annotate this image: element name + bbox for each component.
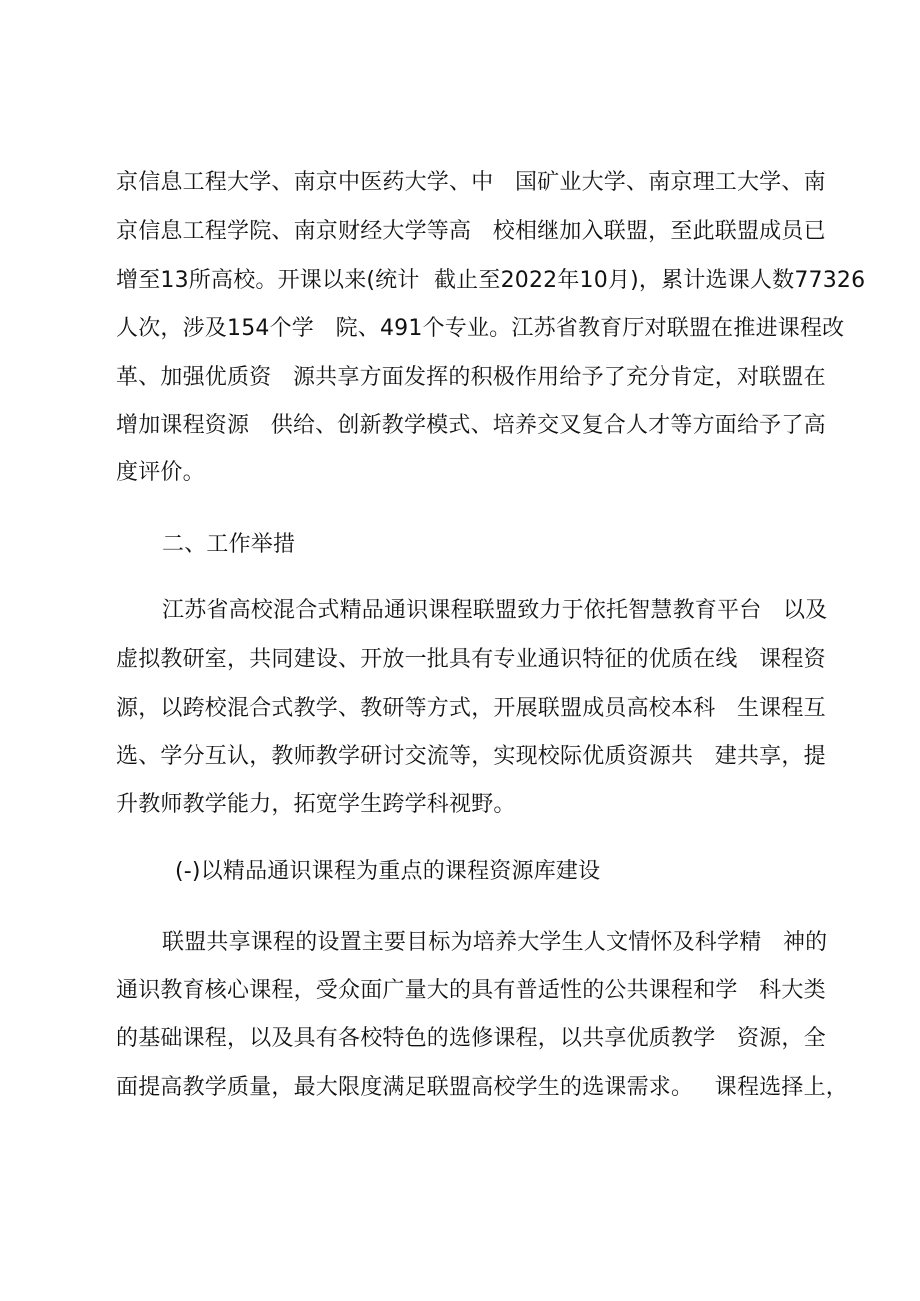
paragraph-line: 面提高教学质量，最大限度满足联盟高校学生的选课需求。 课程选择上， [116, 1075, 848, 1100]
paragraph-line: 的基础课程，以及具有各校特色的选修课程，以共享优质教学 资源，全 [116, 1026, 826, 1051]
paragraph-line: 江苏省高校混合式精品通识课程联盟致力于依托智慧教育平台 以及 [162, 598, 828, 623]
paragraph-line: 度评价。 [116, 460, 205, 485]
paragraph-line: 源，以跨校混合式教学、教研等方式，开展联盟成员高校本科 生课程互 [116, 696, 826, 721]
paragraph-line: 增加课程资源 供给、创新教学模式、培养交叉复合人才等方面给予了高 [116, 413, 826, 438]
paragraph-line: 京信息工程学院、南京财经大学等高 校相继加入联盟，至此联盟成员已 [116, 219, 826, 244]
section-heading: 二、工作举措 [162, 532, 296, 557]
paragraph-line: 联盟共享课程的设置主要目标为培养大学生人文情怀及科学精 神的 [162, 930, 828, 955]
paragraph-line: 增至13所高校。开课以来(统计 截止至2022年10月)，累计选课人数77326 [116, 268, 866, 293]
paragraph-line: 虚拟教研室，共同建设、开放一批具有专业通识特征的优质在线 课程资 [116, 647, 826, 672]
paragraph-line: 通识教育核心课程，受众面广量大的具有普适性的公共课程和学 科大类 [116, 978, 826, 1003]
paragraph-line: 选、学分互认，教师教学研讨交流等，实现校际优质资源共 建共享，提 [116, 744, 826, 769]
paragraph-line: 人次，涉及154个学 院、491个专业。江苏省教育厅对联盟在推进课程改 [116, 316, 845, 341]
paragraph-line: 京信息工程大学、南京中医药大学、中 国矿业大学、南京理工大学、南 [116, 170, 826, 195]
paragraph-line: 升教师教学能力，拓宽学生跨学科视野。 [116, 792, 516, 817]
paragraph-line: 革、加强优质资 源共享方面发挥的积极作用给予了充分肯定，对联盟在 [116, 365, 826, 390]
subsection-heading: (-)以精品通识课程为重点的课程资源库建设 [175, 859, 601, 884]
